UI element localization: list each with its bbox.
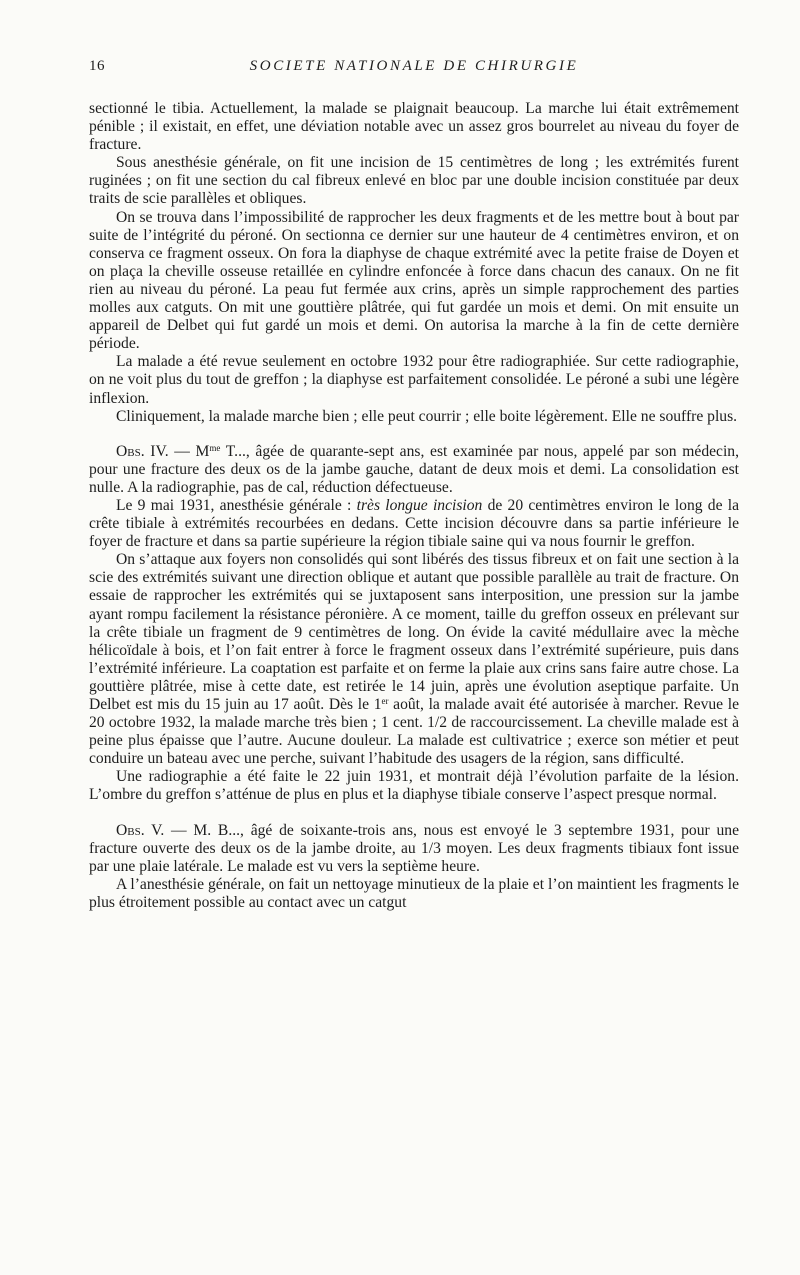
observation-paragraph (89, 822, 739, 876)
paragraph-text: le 1 (357, 696, 382, 713)
paragraph: Cliniquement, la malade marche bien ; elle peut courrir ; elle boite légèrement. Elle ne souffre plus. (116, 407, 738, 425)
superscript: me (209, 442, 221, 453)
paragraph: A l’anesthésie générale, on fait un nettoyage minutieux de la plaie et l’on maintient les fragments le plus étroitement possible au contact avec un catgut (89, 875, 739, 911)
observation-label: Obs. IV. (116, 442, 169, 460)
paragraph (89, 497, 739, 551)
paragraph-text: de 20 centimètres environ le long de la crête tibiale à extrémités recourbées en dedans. Cette incision découvre dans sa partie inférieure le foyer de fracture et dans sa partie supérieure la région tibiale saine qui va nous fournir le greffon. (89, 496, 740, 551)
section-gap (89, 805, 739, 822)
observation-paragraph (89, 443, 739, 497)
page-header (89, 58, 739, 84)
paragraph: La malade a été revue seulement en octobre 1932 pour être radiographiée. Sur cette radiographie, on ne voit plus du tout de greffon ; la diaphyse est parfaitement consolidée. Le péroné a subi une légère inflexion. (89, 353, 739, 407)
superscript: er (381, 696, 389, 706)
emphasis-text: très longue incision (356, 496, 483, 514)
paragraph-text: Le 9 mai 1931, anesthésie générale : (116, 496, 357, 514)
dash: — (168, 442, 196, 460)
page-number: 16 (89, 58, 105, 74)
paragraph-text: On s’attaque aux foyers non consolidés qui sont libérés des tissus fibreux et on fait une section à la scie des extrémités suivant une direction oblique et autant que possible parallèle au trait de fracture. On essaie de rapprocher les extrémités qui se juxtaposent sans interposition, une pression sur la jambe ayant rompu facilement la résistance péronière. A ce moment, taille du greffon osseux en prélevant sur la crête tibiale un fragment de 9 centimètres de long. On évide la cavité médullaire avec la mèche hélicoïdale à bois, et l’on fait entrer à force le fragment osseux dans l’extrémité supérieure, puis dans l’extrémité inférieure. La coaptation est parfaite et on ferme la plaie aux crins sans faire autre chose. La gouttière plâtrée, mise à cette date, est retirée le 14 juin, après une évolution aseptique parfaite. Un Delbet est mis du 15 juin au 17 août. Dès (89, 551, 739, 713)
paragraph: Une radiographie a été faite le 22 juin 1931, et montrait déjà l’évolution parfaite de la lésion. L’ombre du greffon s’atténue de plus en plus et la diaphyse tibiale conserve l’aspect presque normal. (89, 768, 739, 804)
paragraph (89, 551, 739, 768)
observation-label: Obs. V. (116, 821, 165, 839)
body-text (89, 100, 739, 912)
paragraph-text: T..., âgée de quarante-sept ans, est examinée par nous, appelé par son médecin, pour une fracture des deux os de la jambe gauche, datant de deux mois et demi. La consolidation est nulle. A la radiographie, pas de cal, réduction défectueuse. (89, 442, 739, 496)
document-page (89, 58, 739, 912)
paragraph: Sous anesthésie générale, on fit une incision de 15 centimètres de long ; les extrémités furent ruginées ; on fit une section du cal fibreux enlevé en bloc par une double incision constituée par deux traits de scie parallèles et obliques. (89, 154, 739, 208)
paragraph: sectionné le tibia. Actuellement, la malade se plaignait beaucoup. La marche lui était extrêmement pénible ; il existait, en effet, une déviation notable avec un assez gros bourrelet au niveau du foyer de fracture. (89, 100, 739, 154)
paragraph-text: août, la malade avait été autorisée à marcher. Revue le 20 octobre 1932, la malade marche très bien ; 1 cent. 1/2 de raccourcissement. La cheville malade est à peine plus épaisse que l’autre. Aucune douleur. La malade est cultivatrice ; exerce son métier et peut conduire un bateau avec une perche, suivant l’habitude des usagers de la région, sans difficulté. (89, 696, 739, 768)
running-title: SOCIETE NATIONALE DE CHIRURGIE (249, 58, 579, 74)
paragraph-text: — M. B..., âgé de soixante-trois ans, nous est envoyé le 3 septembre 1931, pour une fracture ouverte des deux os de la jambe droite, au 1/3 moyen. Les deux fragments tibiaux font issue par une plaie latérale. Le malade est vu vers la septième heure. (89, 821, 740, 875)
title-abbrev: M (195, 442, 210, 460)
paragraph: On se trouva dans l’impossibilité de rapprocher les deux fragments et de les mettre bout à bout par suite de l’intégrité du péroné. On sectionna ce dernier sur une hauteur de 4 centimètres environ, et on conserva ce fragment osseux. On fora la diaphyse de chaque extrémité avec la petite fraise de Doyen et on plaça la cheville osseuse retaillée en cylindre enfoncée à force dans chacun des canaux. On ne fit rien au niveau du péroné. La peau fut fermée aux crins, après un simple rapprochement des parties molles aux catguts. On mit une gouttière plâtrée, qui fut gardée un mois et demi. On mit ensuite un appareil de Delbet qui fut gardé un mois et demi. On autorisa la marche à la fin de cette dernière période. (89, 208, 739, 353)
section-gap (89, 426, 739, 443)
